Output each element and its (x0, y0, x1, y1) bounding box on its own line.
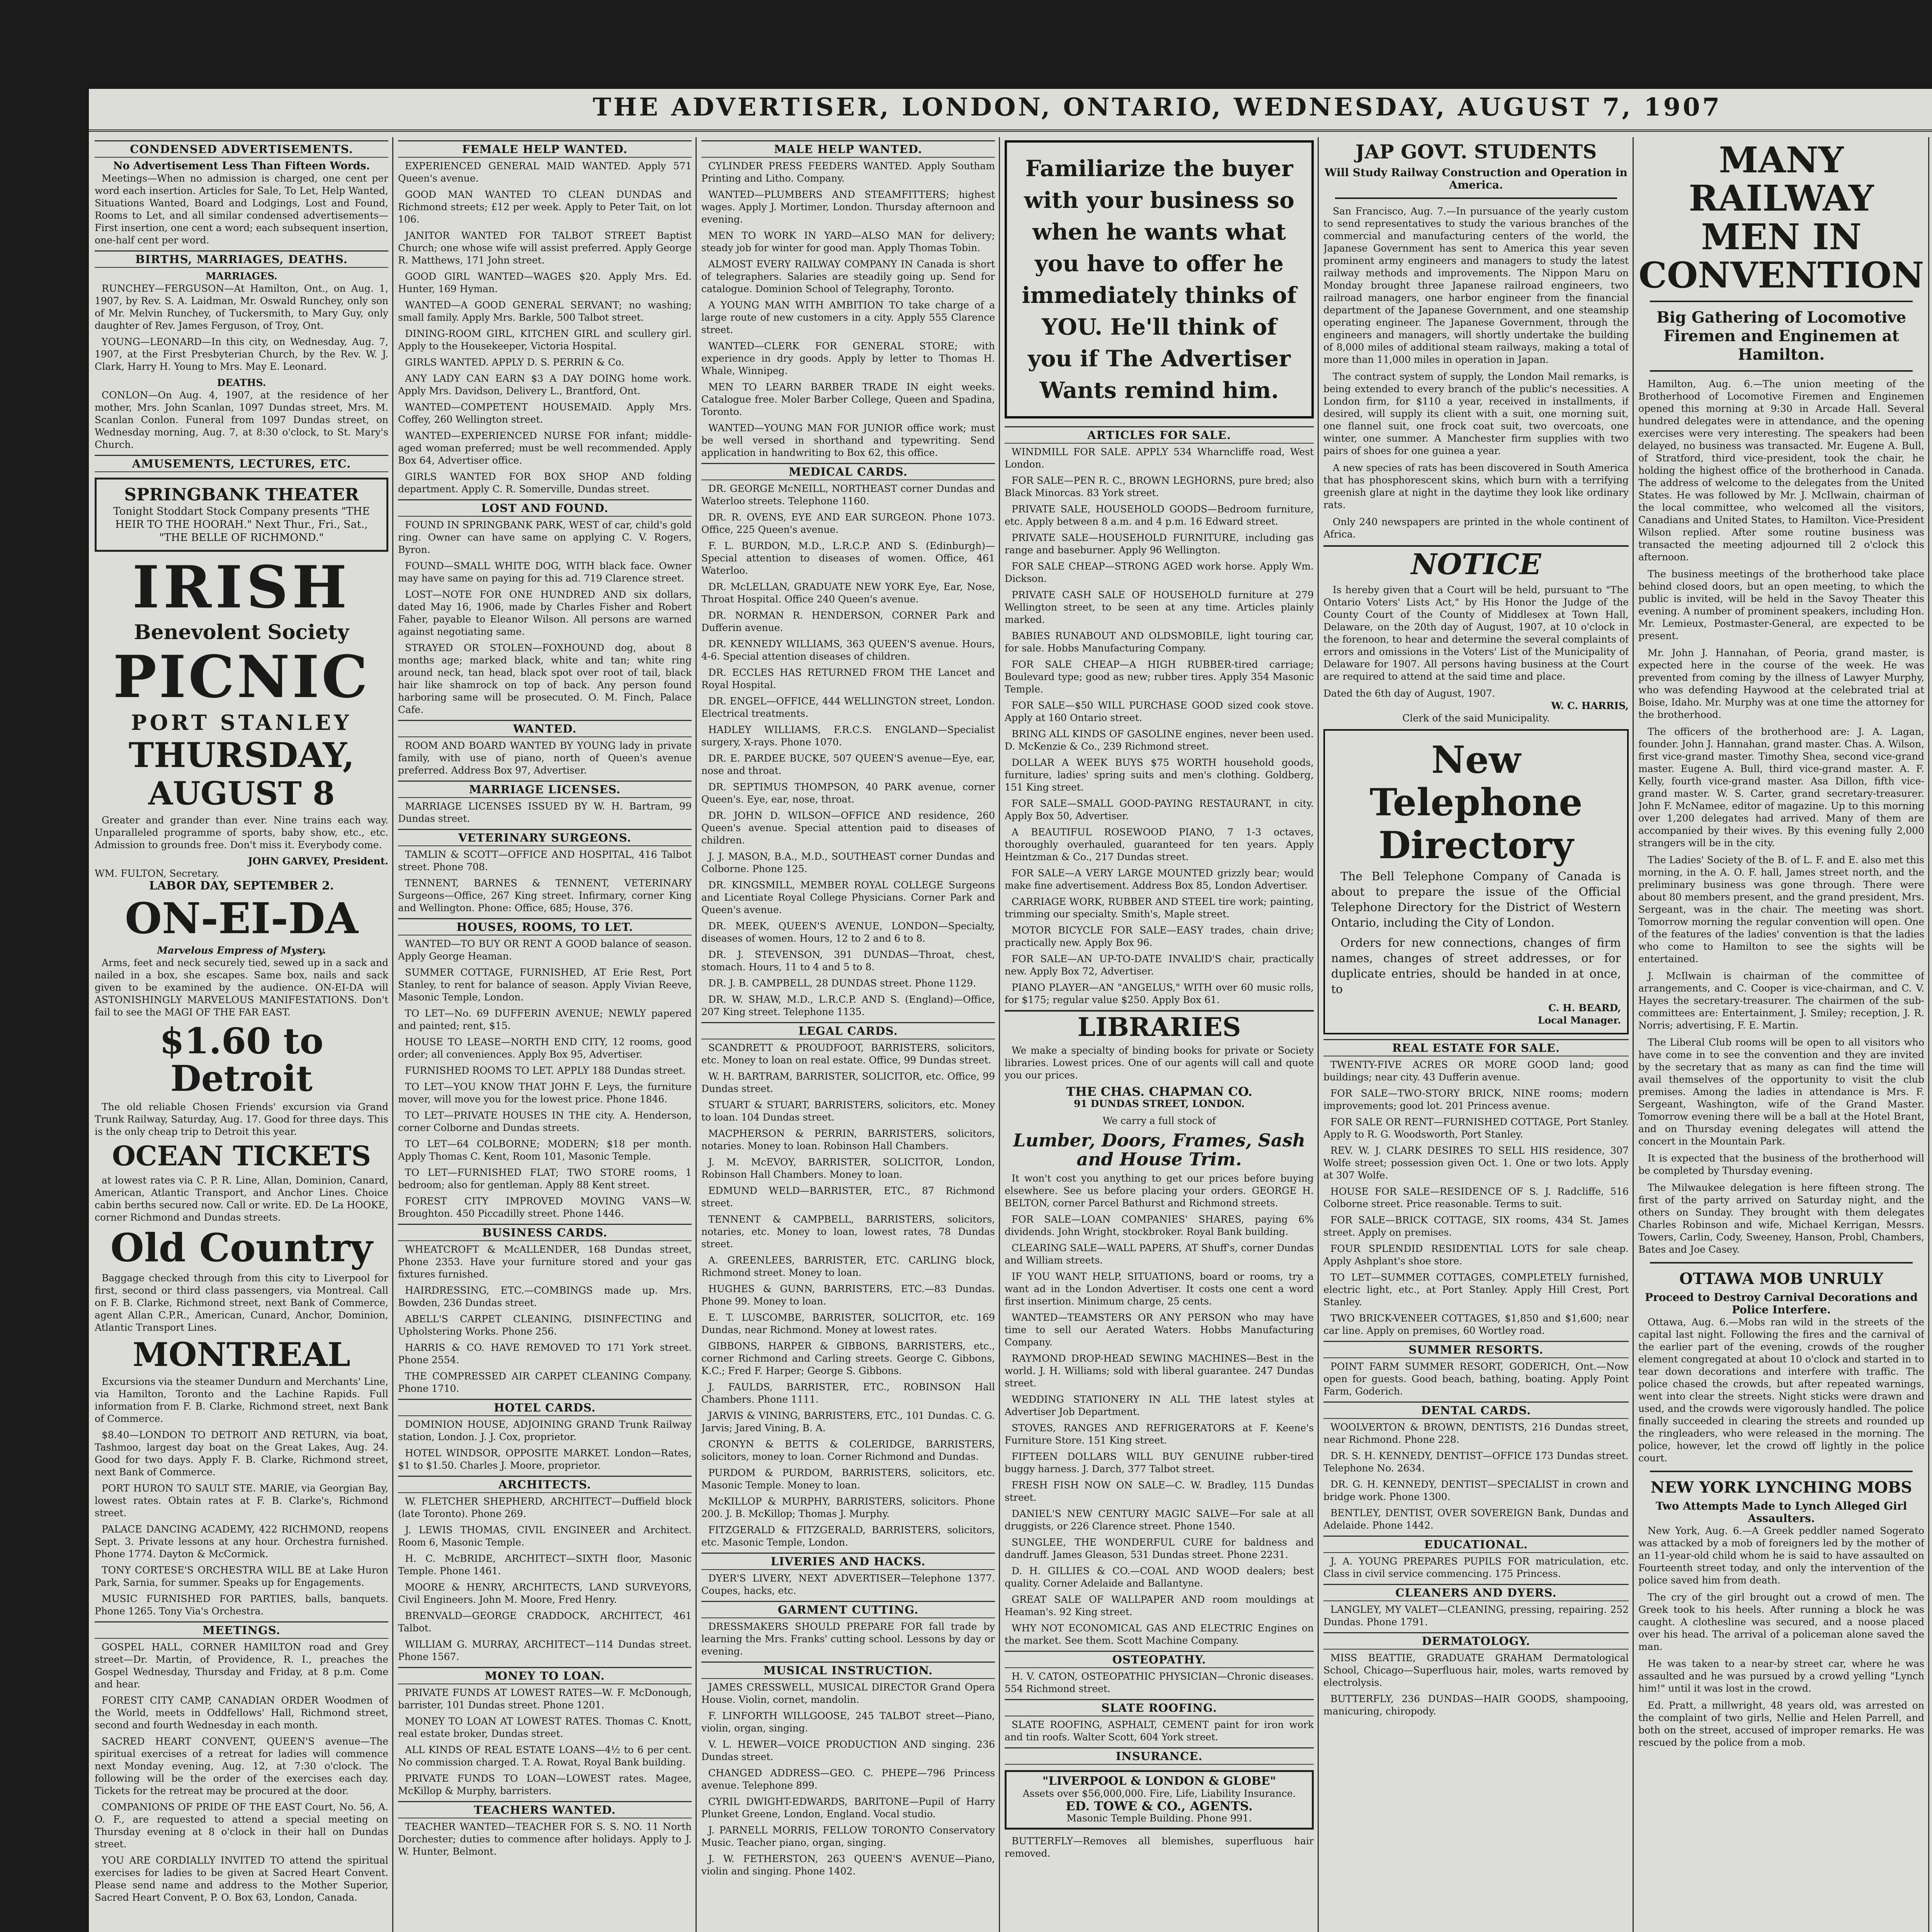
picnic-irish: IRISH (132, 553, 351, 621)
column-rule (696, 137, 697, 1932)
ad-text: BUTTERFLY—Removes all blemishes, superfluous hair removed. (1005, 1835, 1314, 1859)
ad-text: GREAT SALE OF WALLPAPER AND room mouldings at Heaman's. 92 King street. (1005, 1594, 1314, 1617)
ad-text: FOR SALE—SMALL GOOD-PAYING RESTAURANT, in city. Apply Box 50, Advertiser. (1005, 798, 1314, 821)
ad-text: FURNISHED ROOMS TO LET. APPLY 188 Dundas street. (405, 1065, 686, 1076)
ad-text: LOST—NOTE FOR ONE HUNDRED AND six dollars, dated May 16, 1906, made by Charles Fisher and Robert Faher, payable to Eleanor Wilson. All persons are warned against negotiating same. (398, 589, 692, 637)
ad-text: CARRIAGE WORK, RUBBER AND STEEL tire work; painting, trimming our specialty. Smith's, Maple street. (1005, 896, 1314, 920)
ad-text: F. L. BURDON, M.D., L.R.C.P. AND S. (Edinburgh)—Special attention to diseases of women. Office, 461 Waterloo. (701, 540, 995, 576)
ad-text: W. FLETCHER SHEPHERD, ARCHITECT—Duffield block (late Toronto). Phone 269. (398, 1496, 692, 1519)
ad-text: TAMLIN & SCOTT—OFFICE AND HOSPITAL, 416 Talbot street. Phone 708. (398, 849, 692, 872)
ad-text: FOREST CITY IMPROVED MOVING VANS—W. Broughton. 450 Piccadilly street. Phone 1446. (398, 1196, 692, 1219)
subhead-ottawa: Proceed to Destroy Carnival Decorations and Police Interfere. (1645, 1291, 1918, 1316)
ad-text: J. FAULDS, BARRISTER, ETC., ROBINSON Hall Chambers. Phone 1111. (701, 1381, 995, 1405)
masthead (89, 93, 1932, 132)
ad-text: DR. W. SHAW, M.D., L.R.C.P. AND S. (England)—Office, 207 King street. Telephone 1135. (701, 994, 995, 1017)
section-heading: GARMENT CUTTING. (701, 1601, 995, 1618)
ad-text: ROOM AND BOARD WANTED BY YOUNG lady in private family, with use of piano, north of Queen's avenue preferred. Address Box 97, Advertiser. (398, 740, 692, 776)
article-paragraph: The contract system of supply, the London Mail remarks, is being extended to every branch of the public's necessities. A London firm, for $110 a year, received in installments, if desired, will supply its client with a suit, one morning suit, one flannel suit, one frock coat suit, two overcoats, one winter, one summer. A Manchester firm supplies with two pairs of shoes for one guinea a year. (1323, 371, 1629, 456)
article-paragraph: Hamilton, Aug. 6.—The union meeting of the Brotherhood of Locomotive Firemen and Enginemen opened this morning at 9:30 in Arcade Hall. Several hundred delegates were in attendance, and the opening exercises were very interesting. The speakers had been delayed, no business was transacted. Mr. Eugene A. Bull, of Stratford, third vice-president, took the chair, he holding the highest office of the brotherhood in Canada. The address of welcome to the delegates from the United States. He was followed by Mr. J. McIlwain, chairman of the local committee, who welcomed all the visitors, Canadians and United States, to Hamilton. Vice-President Wilson replied. After some routine business was transacted the meeting adjourned till 2 o'clock this afternoon. (1638, 378, 1924, 563)
ad-text: HOUSE TO LEASE—NORTH END CITY, 12 rooms, good order; all conveniences. Apply Box 95, Advertiser. (398, 1036, 692, 1060)
theater-title: SPRINGBANK THEATER (124, 485, 359, 505)
ad-text: WANTED—PLUMBERS AND STEAMFITTERS; highest wages. Apply J. Mortimer, London. Thursday afternoon and evening. (701, 189, 995, 225)
ad-text: FOREST CITY CAMP, CANADIAN ORDER Woodmen of the World, meets in Oddfellows' Hall, Richmond street, second and fourth Wednesday in each month. (95, 1695, 388, 1731)
divider (1335, 197, 1617, 199)
ad-text: DR. S. H. KENNEDY, DENTIST—OFFICE 173 Dundas street. Telephone No. 2634. (1323, 1450, 1629, 1474)
section-heading: LIVERIES AND HACKS. (701, 1553, 995, 1570)
section-heading: ARCHITECTS. (398, 1476, 692, 1493)
ad-text: WEDDING STATIONERY IN ALL THE latest styles at Advertiser Job Department. (1005, 1393, 1314, 1417)
ad-text: SCANDRETT & PROUDFOOT, BARRISTERS, solicitors, etc. Money to loan on real estate. Office, 99 Dundas street. (701, 1042, 995, 1066)
ad-text: We make a specialty of binding books for private or Society libraries. Lowest prices. One of our agents will call and quote you our prices. (1005, 1045, 1314, 1081)
section-subheading: MARRIAGES. (206, 270, 277, 282)
ad-text: DRESSMAKERS SHOULD PREPARE FOR fall trade by learning the Mrs. Franks' cutting school. Lessons by day or evening. (701, 1621, 995, 1657)
ad-text: CYRIL DWIGHT-EDWARDS, BARITONE—Pupil of Harry Plunket Greene, London, England. Vocal studio. (701, 1796, 995, 1820)
ad-text: RAYMOND DROP-HEAD SEWING MACHINES—Best in the world. J. H. Williams; sold with liberal guarantee. 247 Dundas street. (1005, 1352, 1314, 1389)
ad-text: FITZGERALD & FITZGERALD, BARRISTERS, solicitors, etc. Masonic Temple, London. (701, 1524, 995, 1548)
ad-text: DR. MEEK, QUEEN'S AVENUE, LONDON—Specialty, diseases of women. Hours, 12 to 2 and 6 to 8. (701, 920, 995, 944)
article-paragraph: A new species of rats has been discovered in South America that has phosphorescent skins, which burn with a terrifying greenish glare at night in the daytime they look like ordinary rats. (1323, 462, 1629, 510)
ad-text: TEACHER WANTED—TEACHER FOR S. S. NO. 11 North Dorchester; duties to commence after holidays. Apply to J. W. Hunter, Belmont. (398, 1821, 692, 1857)
ad-text: J. A. YOUNG PREPARES PUPILS FOR matriculation, etc. Class in civil service commencing. 175 Princess. (1323, 1556, 1629, 1580)
ad-text: A YOUNG MAN WITH AMBITION TO take charge of a large route of new customers in a city. Apply 555 Clarence street. (701, 299, 995, 335)
ad-text: TO LET—SUMMER COTTAGES, COMPLETELY furnished, electric light, etc., at Port Stanley. Apply Hill Crest, Port Stanley. (1323, 1272, 1629, 1308)
section-heading: MEDICAL CARDS. (701, 463, 995, 480)
article-paragraph: Ed. Pratt, a millwright, 48 years old, was arrested on the complaint of two girls, Nellie and Helen Parrell, and both on the street, accused of improper remarks. He was rescued by the police from a mob. (1638, 1700, 1924, 1748)
ad-text: PRIVATE FUNDS TO LOAN—LOWEST rates. Magee, McKillop & Murphy, barristers. (398, 1773, 692, 1796)
ad-text: EDMUND WELD—BARRISTER, ETC., 87 Richmond street. (701, 1185, 995, 1209)
divider (1650, 301, 1913, 302)
ad-text: CYLINDER PRESS FEEDERS WANTED. Apply Southam Printing and Litho. Company. (701, 160, 995, 184)
ad-text: FOR SALE—PEN R. C., BROWN LEGHORNS, pure bred; also Black Minorcas. 83 York street. (1005, 475, 1314, 498)
ad-text: MOORE & HENRY, ARCHITECTS, LAND SURVEYORS, Civil Engineers. John M. Moore, Fred Henry. (398, 1582, 692, 1605)
ad-text: HARRIS & CO. HAVE REMOVED TO 171 York street. Phone 2554. (398, 1342, 692, 1366)
ad-text: JANITOR WANTED FOR TALBOT STREET Baptist Church; one whose wife will assist preferred. Apply George R. Matthews, 171 John street. (398, 230, 692, 266)
ad-text: WANTED—COMPETENT HOUSEMAID. Apply Mrs. Coffey, 260 Wellington street. (398, 401, 692, 425)
ad-text: MISS BEATTIE, GRADUATE GRAHAM Dermatological School, Chicago—Superfluous hair, moles, warts removed by electrolysis. (1323, 1652, 1629, 1689)
ocean-title: OCEAN TICKETS (112, 1140, 371, 1172)
libraries-title: LIBRARIES (1005, 1010, 1314, 1041)
notice-date: Dated the 6th day of August, 1907. (1323, 687, 1495, 699)
ad-text: It won't cost you anything to get our prices before buying elsewhere. See us before placing your orders. GEORGE H. BELTON, corner Parcel Bathurst and Richmond streets. (1005, 1172, 1314, 1209)
ad-text: SUNGLEE, THE WONDERFUL CURE for baldness and dandruff. James Gleason, 531 Dundas street. Phone 2231. (1005, 1536, 1314, 1560)
ad-text: THE COMPRESSED AIR CARPET CLEANING Company. Phone 1710. (398, 1371, 692, 1394)
directory-signature: C. H. BEARD, (1548, 1002, 1621, 1014)
ad-text: SUMMER COTTAGE, FURNISHED, AT Erie Rest, Port Stanley, to rent for balance of season. Apply Vivian Reeve, Masonic Temple, London. (398, 967, 692, 1003)
ad-text: HUGHES & GUNN, BARRISTERS, ETC.—83 Dundas. Phone 99. Money to loan. (701, 1283, 995, 1307)
ad-text: RUNCHEY—FERGUSON—At Hamilton, Ont., on Aug. 1, 1907, by Rev. S. A. Laidman, Mr. Oswald Runchey, only son of Mr. Melvin Runchey, of Tuckersmith, to Mary Guy, only daughter of Rev. James Ferguson, of Troy, Ont. (95, 283, 388, 331)
ad-text: TENNENT, BARNES & TENNENT, VETERINARY Surgeons—Office, 267 King street. Infirmary, corner King and Wellington. Phone: Office, 685; House, 376. (398, 878, 692, 913)
ad-text: BENTLEY, DENTIST, OVER SOVEREIGN Bank, Dundas and Adelaide. Phone 1442. (1323, 1507, 1629, 1531)
ad-text: DR. GEORGE McNEILL, NORTHEAST corner Dundas and Waterloo streets. Telephone 1160. (701, 483, 995, 507)
ad-text: CHANGED ADDRESS—GEO. C. PHEPE—796 Princess avenue. Telephone 899. (701, 1767, 995, 1791)
ad-text: JARVIS & VINING, BARRISTERS, ETC., 101 Dundas. C. G. Jarvis; Jared Vining, B. A. (701, 1410, 995, 1434)
ad-text: TO LET—64 COLBORNE; MODERN; $18 per month. Apply Thomas C. Kent, Room 101, Masonic Temple. (398, 1138, 692, 1162)
ad-text: ALL KINDS OF REAL ESTATE LOANS—4½ to 6 per cent. No commission charged. T. A. Rowat, Royal Bank building. (398, 1744, 692, 1768)
section-heading: HOUSES, ROOMS, TO LET. (398, 918, 692, 935)
ad-text: WANTED—TO BUY OR RENT A GOOD balance of season. Apply George Heaman. (398, 938, 692, 962)
ad-text: GIRLS WANTED FOR BOX SHOP AND folding department. Apply C. R. Somerville, Dundas street. (398, 471, 692, 495)
ad-text: FRESH FISH NOW ON SALE—C. W. Bradley, 115 Dundas street. (1005, 1479, 1314, 1503)
ad-text: A. GREENLEES, BARRISTER, ETC. CARLING block, Richmond street. Money to loan. (701, 1255, 995, 1278)
ad-text: WANTED—CLERK FOR GENERAL STORE; with experience in dry goods. Apply by letter to Thomas H. Whale, Winnipeg. (701, 340, 995, 376)
section-heading: MALE HELP WANTED. (701, 140, 995, 158)
section-heading: WANTED. (398, 720, 692, 737)
ad-text: H. C. McBRIDE, ARCHITECT—SIXTH floor, Masonic Temple. Phone 1461. (398, 1553, 692, 1577)
insurance-ad (1005, 1770, 1314, 1830)
ad-text: DR. J. STEVENSON, 391 DUNDAS—Throat, chest, stomach. Hours, 11 to 4 and 5 to 8. (701, 949, 995, 973)
section-heading: SUMMER RESORTS. (1323, 1341, 1629, 1358)
directory-text: The Bell Telephone Company of Canada is about to prepare the issue of the Official Telephone Directory for the District of Western Ontario, including the City of London. (1331, 870, 1621, 930)
headline-ottawa: OTTAWA MOB UNRULY (1679, 1270, 1883, 1288)
libraries-address: 91 DUNDAS STREET, LONDON. (1073, 1098, 1245, 1110)
directory-ad (1323, 729, 1629, 1034)
ad-text: J. PARNELL MORRIS, FELLOW TORONTO Conservatory Music. Teacher piano, organ, singing. (701, 1825, 995, 1848)
section-heading: TEACHERS WANTED. (398, 1801, 692, 1818)
insurance-address: Masonic Temple Building. Phone 991. (1066, 1812, 1252, 1824)
section-heading: MEETINGS. (95, 1621, 388, 1639)
picnic-day: THURSDAY, (128, 735, 355, 776)
signature: JOHN GARVEY, President. (248, 855, 388, 867)
directory-title-1: New (1431, 738, 1521, 782)
column-rule (1633, 137, 1634, 1932)
article-paragraph: The business meetings of the brotherhood take place behind closed doors, but an open meeting, to which the public is invited, will be held in the Savoy Theater this evening. A number of prominent speakers, including Hon. Mr. Lemieux, Postmaster-General, are expected to be present. (1638, 568, 1924, 642)
labor-day: LABOR DAY, SEPTEMBER 2. (149, 879, 334, 893)
directory-title-2: Telephone (1369, 781, 1583, 825)
ad-text: H. V. CATON, OSTEOPATHIC PHYSICIAN—Chronic diseases. 554 Richmond street. (1005, 1670, 1314, 1694)
directory-role: Local Manager. (1537, 1015, 1621, 1026)
signature: WM. FULTON, Secretary. (95, 867, 219, 879)
subhead-japan: Will Study Railway Construction and Operation in America. (1325, 166, 1628, 191)
ad-text: TWO BRICK-VENEER COTTAGES, $1,850 and $1,600; near car line. Apply on premises, 60 Wortley road. (1323, 1313, 1629, 1337)
subhead-railway: Big Gathering of Locomotive Firemen and Enginemen at Hamilton. (1656, 308, 1906, 364)
ad-text: J. W. FETHERSTON, 263 QUEEN'S AVENUE—Piano, violin and singing. Phone 1402. (701, 1853, 995, 1877)
ad-text: CLEARING SALE—WALL PAPERS, AT Shuff's, corner Dundas and William streets. (1005, 1242, 1314, 1266)
ad-text: Arms, feet and neck securely tied, sewed up in a sack and nailed in a box, she escapes. Same box, nails and sack given to be examined by the audience. ON-EI-DA will ASTONISHINGLY MARVELOUS MANIFESTATIONS. Don't fail to see the MAGI OF THE FAR EAST. (95, 957, 388, 1018)
ad-text: MOTOR BICYCLE FOR SALE—EASY trades, chain drive; practically new. Apply Box 96. (1005, 925, 1314, 948)
ad-text: BRING ALL KINDS OF GASOLINE engines, never been used. D. McKenzie & Co., 239 Richmond street. (1005, 728, 1314, 752)
ad-text: WINDMILL FOR SALE. APPLY 534 Wharncliffe road, West London. (1005, 446, 1314, 470)
detroit-title: $1.60 to Detroit (160, 1020, 323, 1099)
ad-text: WANTED—A GOOD GENERAL SERVANT; no washing; small family. Apply Mrs. Barkle, 500 Talbot street. (398, 299, 692, 323)
ad-text: PIANO PLAYER—AN "ANGELUS," WITH over 60 music rolls, for $175; regular value $250. Apply Box 61. (1005, 982, 1314, 1005)
ad-text: PALACE DANCING ACADEMY, 422 RICHMOND, reopens Sept. 3. Private lessons at any hour. Orchestra furnished. Phone 1774. Dayton & McCormick. (95, 1524, 388, 1560)
headline-lynching: NEW YORK LYNCHING MOBS (1650, 1478, 1912, 1497)
article-paragraph: The cry of the girl brought out a crowd of men. The Greek took to his heels. After running a block he was caught. A clothesline was secured, and a noose placed over his head. The arrival of a policeman alone saved the man. (1638, 1592, 1924, 1653)
ad-text: at lowest rates via C. P. R. Line, Allan, Dominion, Canard, American, Atlantic Transport, and Anchor Lines. Choice cabin berths secured now. Call or write. ED. De La HOOKE, corner Richmond and Dundas streets. (95, 1174, 388, 1223)
article-paragraph: Only 240 newspapers are printed in the whole continent of Africa. (1323, 516, 1629, 540)
ad-text: GOSPEL HALL, CORNER HAMILTON road and Grey street—Dr. Martin, of Providence, R. I., preaches the Gospel Wednesday, Thursday and Friday, at 8 p.m. Come and hear. (95, 1641, 388, 1690)
article-paragraph: The officers of the brotherhood are: J. A. Lagan, founder. John J. Hannahan, grand master. Chas. A. Wilson, first vice-grand master. Timothy Shea, second vice-grand master. Eugene A. Bull, third vice-grand master. A. F. Kelly, fourth vice-grand master. Asa Dillon, fifth vice-grand master. W. S. Carter, grand secretary-treasurer. John F. McNamee, editor of magazine. Up to this morning over 1,200 delegates had arrived. Many of them are accompanied by their wives. By this evening fully 2,000 strangers will be in the city. (1638, 726, 1924, 849)
ad-text: FOR SALE—A VERY LARGE MOUNTED grizzly bear; would make fine advertisement. Address Box 85, London Advertiser. (1005, 867, 1314, 891)
ad-text: COMPANIONS OF PRIDE OF THE EAST Court, No. 56, A. O. F., are requested to attend a special meeting on Thursday evening at 8 o'clock in their hall on Dundas street. (95, 1801, 388, 1850)
ad-text: BRENVALD—GEORGE CRADDOCK, ARCHITECT, 461 Talbot. (398, 1610, 692, 1634)
ad-text: W. H. BARTRAM, BARRISTER, SOLICITOR, etc. Office, 99 Dundas street. (701, 1071, 995, 1094)
ad-text: J. J. MASON, B.A., M.D., SOUTHEAST corner Dundas and Colborne. Phone 125. (701, 851, 995, 874)
ad-text: MONEY TO LOAN AT LOWEST RATES. Thomas C. Knott, real estate broker, Dundas street. (398, 1716, 692, 1739)
ad-text: FOR SALE—BRICK COTTAGE, SIX rooms, 434 St. James street. Apply on premises. (1323, 1214, 1629, 1238)
ad-text: FOUND IN SPRINGBANK PARK, WEST of car, child's gold ring. Owner can have same on applying C. V. Rogers, Byron. (398, 519, 692, 555)
ad-text: Excursions via the steamer Dundurn and Merchants' Line, via Hamilton, Toronto and the Lachine Rapids. Full information from F. B. Clarke, Richmond street, next Bank of Commerce. (95, 1376, 388, 1425)
picnic-date: AUGUST 8 (148, 775, 335, 812)
column-rule (392, 137, 393, 1932)
column-rule (999, 137, 1000, 1932)
ad-text: SACRED HEART CONVENT, QUEEN'S avenue—The spiritual exercises of a retreat for ladies will commence next Monday evening, Aug. 12, at 7:30 o'clock. The following will be the order of the exercises each day. Tickets for the retreat may be procured at the door. (95, 1736, 388, 1797)
picnic-title: PICNIC (113, 643, 370, 711)
insurance-firm: ED. TOWE & CO., AGENTS. (1065, 1798, 1253, 1813)
oneida-sub: Marvelous Empress of Mystery. (157, 945, 326, 956)
subhead-lynching: Two Attempts Made to Lynch Alleged Girl Assaulters. (1655, 1500, 1907, 1525)
article-paragraph: San Francisco, Aug. 7.—In pursuance of the yearly custom to send representatives to study the various branches of the commercial and manufacturing centers of the world, the Japanese Government has sent to America this year seven prominent army engineers and managers to study the latest railway methods and improvements. The Nippon Maru on Monday brought three Japanese railroad engineers, two railroad managers, one harbor engineer from the financial department of the Japanese Government, and one steamship operating engineer. The Japanese Government, through the engineers and managers, will shortly undertake the building of 8,000 miles of additional steam railways, making a total of more than 11,000 miles in operation in Japan. (1323, 206, 1629, 365)
ad-text: POINT FARM SUMMER RESORT, GODERICH, Ont.—Now open for guests. Good beach, bathing, boating. Apply Point Farm, Goderich. (1323, 1361, 1629, 1397)
insurance-name: "LIVERPOOL & LONDON & GLOBE" (1042, 1774, 1276, 1788)
divider (1650, 1262, 1913, 1264)
section-heading: HOTEL CARDS. (398, 1399, 692, 1416)
section-heading: DENTAL CARDS. (1323, 1401, 1629, 1419)
ad-text: HOTEL WINDSOR, OPPOSITE MARKET. London—Rates, $1 to $1.50. Charles J. Moore, proprietor. (398, 1447, 692, 1471)
ad-text: DOLLAR A WEEK BUYS $75 WORTH household goods, furniture, ladies' spring suits and men's clothing. Goldberg, 151 King street. (1005, 757, 1314, 793)
ad-text: DR. G. H. KENNEDY, DENTIST—SPECIALIST in crown and bridge work. Phone 1300. (1323, 1479, 1629, 1503)
ad-text: FOR SALE—$50 WILL PURCHASE GOOD sized cook stove. Apply at 160 Ontario street. (1005, 700, 1314, 723)
ad-text: WANTED—EXPERIENCED NURSE FOR infant; middle-aged woman preferred; must be well recommended. Apply Box 64, Advertiser office. (398, 430, 692, 466)
ad-text: J. M. McEVOY, BARRISTER, SOLICITOR, London, Robinson Hall Chambers. Money to loan. (701, 1156, 995, 1180)
ad-text: ALMOST EVERY RAILWAY COMPANY IN Canada is short of telegraphers. Salaries are steadily going up. Send for catalogue. Dominion School of Telegraphy, Toronto. (701, 259, 995, 294)
ad-text: FOR SALE OR RENT—FURNISHED COTTAGE, Port Stanley. Apply to R. G. Woodsworth, Port Stanley. (1323, 1116, 1629, 1140)
notice-title: NOTICE (1323, 545, 1629, 580)
ad-text: YOU ARE CORDIALLY INVITED TO attend the spiritual exercises for ladies to be given at Sacred Heart Convent. Please send name and address to the Mother Superior, Sacred Heart Convent, P. O. Box 63, London, Canada. (95, 1855, 388, 1903)
section-heading: ARTICLES FOR SALE. (1005, 426, 1314, 444)
section-heading: CLEANERS AND DYERS. (1323, 1584, 1629, 1601)
ad-text: GOOD GIRL WANTED—WAGES $20. Apply Mrs. Ed. Hunter, 169 Hyman. (398, 271, 692, 294)
section-heading: BIRTHS, MARRIAGES, DEATHS. (95, 250, 388, 268)
ad-text: FOUND—SMALL WHITE DOG, WITH black face. Owner may have same on paying for this ad. 719 Clarence street. (398, 560, 692, 584)
divider (1650, 1471, 1913, 1472)
old-country-title: Old Country (110, 1225, 373, 1270)
section-heading: MONEY TO LOAN. (398, 1667, 692, 1684)
ad-text: STUART & STUART, BARRISTERS, solicitors, etc. Money to loan. 104 Dundas street. (701, 1099, 995, 1123)
directory-text-2: Orders for new connections, changes of firm names, changes of street addresses, or for duplicate entries, should be handed in at once, to (1331, 936, 1621, 997)
column-classified-2 (398, 137, 692, 1932)
column-classified-4 (1005, 137, 1314, 1932)
article-paragraph: He was taken to a near-by street car, where he was assaulted and he was pursued by a crowd yelling "Lynch him!" until it was lost in the crowd. (1638, 1658, 1924, 1694)
ad-text: FOR SALE—LOAN COMPANIES' SHARES, paying 6% dividends. John Wright, stockbroker. Royal Bank building. (1005, 1213, 1314, 1237)
ad-text: STRAYED OR STOLEN—FOXHOUND dog, about 8 months age; marked black, white and tan; white ring around neck, tan head, black spot over root of tail, black hair like shamrock on top of back. Any person found harboring same will be prosecuted. O. M. Finch, Palace Cafe. (398, 642, 692, 715)
ad-text: JAMES CRESSWELL, MUSICAL DIRECTOR Grand Opera House. Violin, cornet, mandolin. (701, 1682, 995, 1705)
picnic-society: Benevolent Society (134, 620, 349, 644)
ad-text: PRIVATE FUNDS AT LOWEST RATES—W. F. McDonough, barrister, 101 Dundas street. Phone 1201. (398, 1687, 692, 1711)
column-rule (1928, 137, 1929, 1932)
montreal-title: MONTREAL (133, 1335, 350, 1374)
notice-text: Is hereby given that a Court will be held, pursuant to "The Ontario Voters' Lists Act," by His Honor the Judge of the County Court of the County of Middlesex at Town Hall, Delaware, on the 20th day of August, 1907, at 10 o'clock in the forenoon, to hear and determine the several complaints of errors and omissions in the Voters' List of the Municipality of Delaware for 1907. All persons having business at the Court are required to attend at the said time and place. (1323, 584, 1629, 682)
column-news-1 (1323, 137, 1629, 1932)
ad-text: DR. ENGEL—OFFICE, 444 WELLINGTON street, London. Electrical treatments. (701, 696, 995, 719)
ad-text: FIFTEEN DOLLARS WILL BUY GENUINE rubber-tired buggy harness. J. Darch, 377 Talbot street. (1005, 1451, 1314, 1475)
ad-text: SLATE ROOFING, ASPHALT, CEMENT paint for iron work and tin roofs. Walter Scott, 604 York street. (1005, 1719, 1314, 1743)
article-paragraph: It is expected that the business of the brotherhood will be completed by Thursday evening. (1638, 1153, 1924, 1177)
ad-text: DANIEL'S NEW CENTURY MAGIC SALVE—For sale at all druggists, or 226 Clarence street. Phone 1540. (1005, 1508, 1314, 1532)
ad-text: MEN TO LEARN BARBER TRADE IN eight weeks. Catalogue free. Moler Barber College, Queen and Spadina, Toronto. (701, 381, 995, 417)
ad-text: TO LET—FURNISHED FLAT; TWO STORE rooms, 1 bedroom; also for gentleman. Apply 88 Kent street. (398, 1167, 692, 1190)
directory-title-3: Directory (1378, 823, 1574, 867)
lumber-pre: We carry a full stock of (1102, 1115, 1216, 1127)
ad-text: CRONYN & BETTS & COLERIDGE, BARRISTERS, solicitors, money to loan. Corner Richmond and Dundas. (701, 1439, 995, 1462)
ad-text: McKILLOP & MURPHY, BARRISTERS, solicitors. Phone 200. J. B. McKillop; Thomas J. Murphy. (701, 1496, 995, 1519)
ad-text: Greater and grander than ever. Nine trains each way. Unparalleled programme of sports, baby show, etc., etc. Admission to grounds free. Don't miss it. Everybody come. (95, 814, 388, 850)
ad-text: GIBBONS, HARPER & GIBBONS, BARRISTERS, etc., corner Richmond and Carling streets. George C. Gibbons, K.C.; Fred F. Harper; George S. Gibbons. (701, 1340, 995, 1376)
ad-text: HOUSE FOR SALE—RESIDENCE OF S. J. Radcliffe, 516 Colborne street. Price reasonable. Terms to suit. (1323, 1186, 1629, 1210)
section-heading: VETERINARY SURGEONS. (398, 829, 692, 846)
ad-text: PRIVATE SALE—HOUSEHOLD FURNITURE, including gas range and baseburner. Apply 96 Wellington. (1005, 532, 1314, 556)
ad-text: HAIRDRESSING, ETC.—COMBINGS made up. Mrs. Bowden, 236 Dundas street. (398, 1285, 692, 1308)
section-heading: SLATE ROOFING. (1005, 1699, 1314, 1716)
ad-text: J. LEWIS THOMAS, CIVIL ENGINEER and Architect. Room 6, Masonic Temple. (398, 1524, 692, 1548)
ad-text: TO LET—No. 69 DUFFERIN AVENUE; NEWLY papered and painted; rent, $15. (398, 1008, 692, 1031)
ad-text: FOR SALE CHEAP—A HIGH RUBBER-tired carriage; Boulevard type; good as new; rubber tires. Apply 354 Masonic Temple. (1005, 659, 1314, 695)
ad-text: DR. ECCLES HAS RETURNED FROM THE Lancet and Royal Hospital. (701, 667, 995, 690)
ad-text: TWENTY-FIVE ACRES OR MORE GOOD land; good buildings; near city. 43 Dufferin avenue. (1323, 1059, 1629, 1083)
section-heading: INSURANCE. (1005, 1747, 1314, 1765)
section-heading: LEGAL CARDS. (701, 1022, 995, 1039)
ad-text: PORT HURON TO SAULT STE. MARIE, via Georgian Bay, lowest rates. Obtain rates at F. B. Clarke's, Richmond street. (95, 1483, 388, 1519)
ad-text: CONLON—On Aug. 4, 1907, at the residence of her mother, Mrs. John Scanlan, 1097 Dundas street, Mrs. M. Scanlan Conlon. Funeral from 1097 Dundas street, on Wednesday morning, Aug. 7, at 8:30 o'clock, to St. Mary's Church. (95, 389, 388, 450)
ad-text: TO LET—PRIVATE HOUSES IN THE city. A. Henderson, corner Colborne and Dundas streets. (398, 1110, 692, 1133)
ad-text: Meetings—When no admission is charged, one cent per word each insertion. Articles for Sale, To Let, Help Wanted, Situations Wanted, Board and Lodgings, Lost and Found, Rooms to Let, and all similar condensed advertisements—First insertion, one cent a word; each subsequent insertion, one-half cent per word. (95, 173, 388, 246)
ad-text: MACPHERSON & PERRIN, BARRISTERS, solicitors, notaries. Money to loan. Robinson Hall Chambers. (701, 1128, 995, 1151)
headline-japan: JAP GOVT. STUDENTS (1355, 140, 1597, 163)
ad-text: DR. McLELLAN, GRADUATE NEW YORK Eye, Ear, Nose, Throat Hospital. Office 240 Queen's avenue. (701, 581, 995, 605)
libraries-firm: THE CHAS. CHAPMAN CO. (1066, 1084, 1253, 1099)
ad-text: STOVES, RANGES AND REFRIGERATORS at F. Keene's Furniture Store. 151 King street. (1005, 1422, 1314, 1446)
headline-railway: MANY RAILWAY MEN IN CONVENTION (1638, 139, 1924, 296)
ad-text: EXPERIENCED GENERAL MAID WANTED. Apply 571 Queen's avenue. (398, 160, 692, 184)
ad-text: REV. W. J. CLARK DESIRES TO SELL HIS residence, 307 Wolfe street; possession given Oct. 1. One or two lots. Apply at 307 Wolfe. (1323, 1145, 1629, 1181)
ad-text: WHEATCROFT & McALLENDER, 168 Dundas street, Phone 2353. Have your furniture stored and your gas fixtures furnished. (398, 1244, 692, 1280)
ad-text: DINING-ROOM GIRL, KITCHEN GIRL and scullery girl. Apply to the Housekeeper, Victoria Hospital. (398, 328, 692, 352)
column-rule (1318, 137, 1319, 1932)
theater-text: Tonight Stoddart Stock Company presents "THE HEIR TO THE HOORAH." Next Thur., Fri., Sat., "THE BELLE OF RICHMOND." (113, 505, 370, 544)
ad-text: WILLIAM G. MURRAY, ARCHITECT—114 Dundas street. Phone 1567. (398, 1639, 692, 1662)
ad-text: LANGLEY, MY VALET—CLEANING, pressing, repairing. 252 Dundas. Phone 1791. (1323, 1604, 1629, 1628)
ad-text: MEN TO WORK IN YARD—ALSO MAN for delivery; steady job for winter for good man. Apply Thomas Tobin. (701, 230, 995, 253)
article-paragraph: Mr. John J. Hannahan, of Peoria, grand master, is expected here in the course of the week. He was prevented from coming by the illness of Lawyer Murphy, who was defending Haywood at the celebrated trial at Boise, Idaho. Mr. Murphy was at one time the attorney for the brotherhood. (1638, 647, 1924, 721)
ad-text: DR. KINGSMILL, MEMBER ROYAL COLLEGE Surgeons and Licentiate Royal College Physicians. Corner Park and Queen's avenue. (701, 879, 995, 915)
masthead-text: THE ADVERTISER, LONDON, ONTARIO, WEDNESDAY, AUGUST 7, 1907 (592, 93, 1722, 122)
section-heading: REAL ESTATE FOR SALE. (1323, 1039, 1629, 1056)
ad-text: DOMINION HOUSE, ADJOINING GRAND Trunk Railway station, London. J. J. Cox, proprietor. (398, 1419, 692, 1442)
section-heading: MUSICAL INSTRUCTION. (701, 1662, 995, 1679)
ad-text: GOOD MAN WANTED TO CLEAN DUNDAS and Richmond streets; £12 per week. Apply to Peter Tait, on lot 106. (398, 189, 692, 225)
ad-text: TENNENT & CAMPBELL, BARRISTERS, solicitors, notaries, etc. Money to loan, lowest rates, 78 Dundas street. (701, 1214, 995, 1250)
ad-text: BUTTERFLY, 236 DUNDAS—HAIR GOODS, shampooing, manicuring, chiropody. (1323, 1693, 1629, 1717)
newspaper-page (89, 89, 1932, 1932)
article-paragraph: J. McIlwain is chairman of the committee of arrangements, and C. Cooper is vice-chairman, and C. V. Hayes the secretary-treasurer. The chairmen of the sub-committees are: Entertainment, J. Smiley; reception, J. R. Norris; advertising, F. E. Martin. (1638, 970, 1924, 1031)
insurance-text: Assets over $56,000,000. Fire, Life, Liability Insurance. (1022, 1787, 1296, 1799)
notice-signature: W. C. HARRIS, (1551, 700, 1629, 711)
ad-text: TONY CORTESE'S ORCHESTRA WILL BE at Lake Huron Park, Sarnia, for summer. Speaks up for Engagements. (95, 1565, 388, 1588)
notice-clerk: Clerk of the said Municipality. (1402, 712, 1550, 724)
section-heading: EDUCATIONAL. (1323, 1536, 1629, 1553)
ad-text: TO LET—YOU KNOW THAT JOHN F. Leys, the furniture mover, will move you for the lowest price. Phone 1846. (398, 1081, 692, 1105)
article-paragraph: The Ladies' Society of the B. of L. F. and E. also met this morning, in the A. O. F. hall, James street north, and the preliminary business was gone through. There were about 80 members present, and the grand president, Mrs. Sergeant, was in the chair. The meeting was short. Tomorrow morning the regular convention will open. One of the features of the ladies' convention is that the ladies who come to Hamilton to see the sights will be entertained. (1638, 854, 1924, 965)
ad-text: DR. E. PARDEE BUCKE, 507 QUEEN'S avenue—Eye, ear, nose and throat. (701, 753, 995, 776)
ad-text: WOOLVERTON & BROWN, DENTISTS, 216 Dundas street, near Richmond. Phone 228. (1323, 1422, 1629, 1446)
ad-text: ABELL'S CARPET CLEANING, DISINFECTING and Upholstering Works. Phone 256. (398, 1313, 692, 1337)
ad-text: DR. KENNEDY WILLIAMS, 363 QUEEN'S avenue. Hours, 4-6. Special attention diseases of children. (701, 638, 995, 662)
article-paragraph: The Milwaukee delegation is here fifteen strong. The first of the party arrived on Saturday night, and the others on Sunday. They brought with them delegates Charles Robinson and wife, Michael Kerrigan, Messrs. Towers, Carlin, Cody, Sweeney, Hanson, Probl, Chambers, Bates and Joe Casey. (1638, 1182, 1924, 1255)
ad-text: MUSIC FURNISHED FOR PARTIES, balls, banquets. Phone 1265. Tony Via's Orchestra. (95, 1593, 388, 1617)
ad-text: DR. JOHN D. WILSON—OFFICE AND residence, 260 Queen's avenue. Special attention paid to diseases of children. (701, 810, 995, 846)
ad-text: $8.40—LONDON TO DETROIT AND RETURN, via boat, Tashmoo, largest day boat on the Great Lakes, Aug. 24. Good for two days. Apply F. B. Clarke, Richmond street, next Bank of Commerce. (95, 1429, 388, 1478)
theater-ad (95, 478, 388, 552)
article-paragraph: New York, Aug. 6.—A Greek peddler named Sogerato was attacked by a mob of foreigners led by the mother of an 11-year-old child whom he is said to have assaulted on Fourteenth street today, and only the intervention of the police saved him from death. (1638, 1525, 1924, 1586)
ad-text: PRIVATE SALE, HOUSEHOLD GOODS—Bedroom furniture, etc. Apply between 8 a.m. and 4 p.m. 16 Edward street. (1005, 503, 1314, 527)
section-heading: LOST AND FOUND. (398, 499, 692, 517)
section-heading: OSTEOPATHY. (1005, 1651, 1314, 1668)
ad-text: YOUNG—LEONARD—In this city, on Wednesday, Aug. 7, 1907, at the First Presbyterian Church, by the Rev. W. J. Clark, Harry H. Young to Mrs. May E. Leonard. (95, 336, 388, 372)
ad-text: WANTED—YOUNG MAN FOR JUNIOR office work; must be well versed in shorthand and typewriting. Send application in handwriting to Box 62, this office. (701, 422, 995, 458)
ad-text: WANTED—TEAMSTERS OR ANY PERSON who may have time to sell our Aerated Waters. Hobbs Manufacturing Company. (1005, 1311, 1314, 1348)
section-heading: CONDENSED ADVERTISEMENTS. (95, 140, 388, 158)
ad-text: Baggage checked through from this city to Liverpool for first, second or third class passengers, via Montreal. Call on F. B. Clarke, Richmond street, next Bank of Commerce, agent Allan C.P.R., American, Cunard, Anchor, Dominion, Atlantic Transport Lines. (95, 1272, 388, 1333)
ad-text: DYER'S LIVERY, NEXT ADVERTISER—Telephone 1377. Coupes, hacks, etc. (701, 1573, 995, 1596)
picnic-place: PORT STANLEY (131, 710, 352, 735)
lumber-title: Lumber, Doors, Frames, Sash and House Trim. (1013, 1130, 1306, 1170)
ad-text: FOUR SPLENDID RESIDENTIAL LOTS for sale cheap. Apply Ashplant's shoe store. (1323, 1243, 1629, 1267)
article-paragraph: Ottawa, Aug. 6.—Mobs ran wild in the streets of the capital last night. Following the fires and the carnival of the earlier part of the evening, crowds of the rougher element congregated at about 10 o'clock and started in to tear down decorations and interfere with traffic. The police chased the crowds, but after repeated warnings, went into clear the streets. Night sticks were drawn and used, and the crowds were vigorously handled. The police finally succeeded in clearing the streets and rounded up the ringleaders, who were released in the morning. The police, however, let the crowd off lightly in the police court. (1638, 1316, 1924, 1464)
ad-text: D. H. GILLIES & CO.—COAL AND WOOD dealers; best quality. Corner Adelaide and Ballantyne. (1005, 1565, 1314, 1589)
section-heading: AMUSEMENTS, LECTURES, ETC. (95, 455, 388, 472)
section-heading: BUSINESS CARDS. (398, 1224, 692, 1241)
ad-text: GIRLS WANTED. APPLY D. S. PERRIN & Co. (405, 357, 624, 368)
section-heading: DERMATOLOGY. (1323, 1632, 1629, 1650)
ad-text: BABIES RUNABOUT AND OLDSMOBILE, light touring car, for sale. Hobbs Manufacturing Company. (1005, 630, 1314, 654)
ad-text: The old reliable Chosen Friends' excursion via Grand Trunk Railway, Saturday, Aug. 17. Good for three days. This is the only cheap trip to Detroit this year. (95, 1101, 388, 1138)
ad-text: A BEAUTIFUL ROSEWOOD PIANO, 7 1-3 octaves, thoroughly overhauled, guaranteed for ten years. Apply Heintzman & Co., 217 Dundas street. (1005, 827, 1314, 862)
column-classified-1 (95, 137, 388, 1932)
ad-text: PURDOM & PURDOM, BARRISTERS, solicitors, etc. Masonic Temple. Money to loan. (701, 1467, 995, 1491)
ad-text: ANY LADY CAN EARN $3 A DAY DOING home work. Apply Mrs. Davidson, Delivery L., Brantford, Ont. (398, 373, 692, 396)
oneida-title: ON-EI-DA (125, 893, 358, 943)
ad-text: WHY NOT ECONOMICAL GAS AND ELECTRIC Engines on the market. See them. Scott Machine Company. (1005, 1622, 1314, 1646)
ad-text: PRIVATE CASH SALE OF HOUSEHOLD furniture at 279 Wellington street, to be seen at any time. Articles plainly marked. (1005, 589, 1314, 625)
ad-text: DR. SEPTIMUS THOMPSON, 40 PARK avenue, corner Queen's. Eye, ear, nose, throat. (701, 781, 995, 805)
ad-text: FOR SALE—AN UP-TO-DATE INVALID'S chair, practically new. Apply Box 72, Advertiser. (1005, 953, 1314, 977)
section-subheading: DEATHS. (217, 377, 266, 388)
ad-text: FOR SALE—TWO-STORY BRICK, NINE rooms; modern improvements; good lot. 201 Princess avenue. (1323, 1088, 1629, 1112)
ad-text: IF YOU WANT HELP, SITUATIONS, board or rooms, try a want ad in the London Advertiser. It costs one cent a word first insertion. Minimum charge, 25 cents. (1005, 1270, 1314, 1307)
article-paragraph: The Liberal Club rooms will be open to all visitors who have come in to see the convention and they are invited by the secretary that as many as can find the time will avail themselves of the opportunity to visit the club premises. Among the ladies in attendance is Mrs. F. Sergeant, Washington, wife of the Grand Master. Tomorrow evening there will be a ball at the Hotel Brant, and on Thursday evening delegates will attend the concert in the Mountain Park. (1638, 1037, 1924, 1147)
column-news-2 (1638, 137, 1924, 1932)
ad-text: F. LINFORTH WILLGOOSE, 245 TALBOT street—Piano, violin, organ, singing. (701, 1710, 995, 1734)
ad-text: V. L. HEWER—VOICE PRODUCTION AND singing. 236 Dundas street. (701, 1739, 995, 1762)
promo-box: Familiarize the buyer with your business so when he wants what you have to offer he immediately thinks of YOU. He'll think of you if The Advertiser Wants remind him. (1005, 140, 1314, 418)
ad-text: DR. J. B. CAMPBELL, 28 DUNDAS street. Phone 1129. (708, 978, 976, 989)
ad-text: E. T. LUSCOMBE, BARRISTER, SOLICITOR, etc. 169 Dundas, near Richmond. Money at lowest rates. (701, 1312, 995, 1335)
ad-text: DR. NORMAN R. HENDERSON, CORNER Park and Dufferin avenue. (701, 610, 995, 633)
ad-text: MARRIAGE LICENSES ISSUED BY W. H. Bartram, 99 Dundas street. (398, 801, 692, 824)
ad-text: FOR SALE CHEAP—STRONG AGED work horse. Apply Wm. Dickson. (1005, 561, 1314, 584)
column-classified-3 (701, 137, 995, 1932)
divider (1650, 370, 1913, 372)
ad-text: HADLEY WILLIAMS, F.R.C.S. ENGLAND—Specialist surgery, X-rays. Phone 1070. (701, 724, 995, 748)
section-heading: FEMALE HELP WANTED. (398, 140, 692, 158)
section-subheading: No Advertisement Less Than Fifteen Words. (113, 160, 370, 172)
section-heading: MARRIAGE LICENSES. (398, 781, 692, 798)
ad-text: DR. R. OVENS, EYE AND EAR SURGEON. Phone 1073. Office, 225 Queen's avenue. (701, 512, 995, 535)
